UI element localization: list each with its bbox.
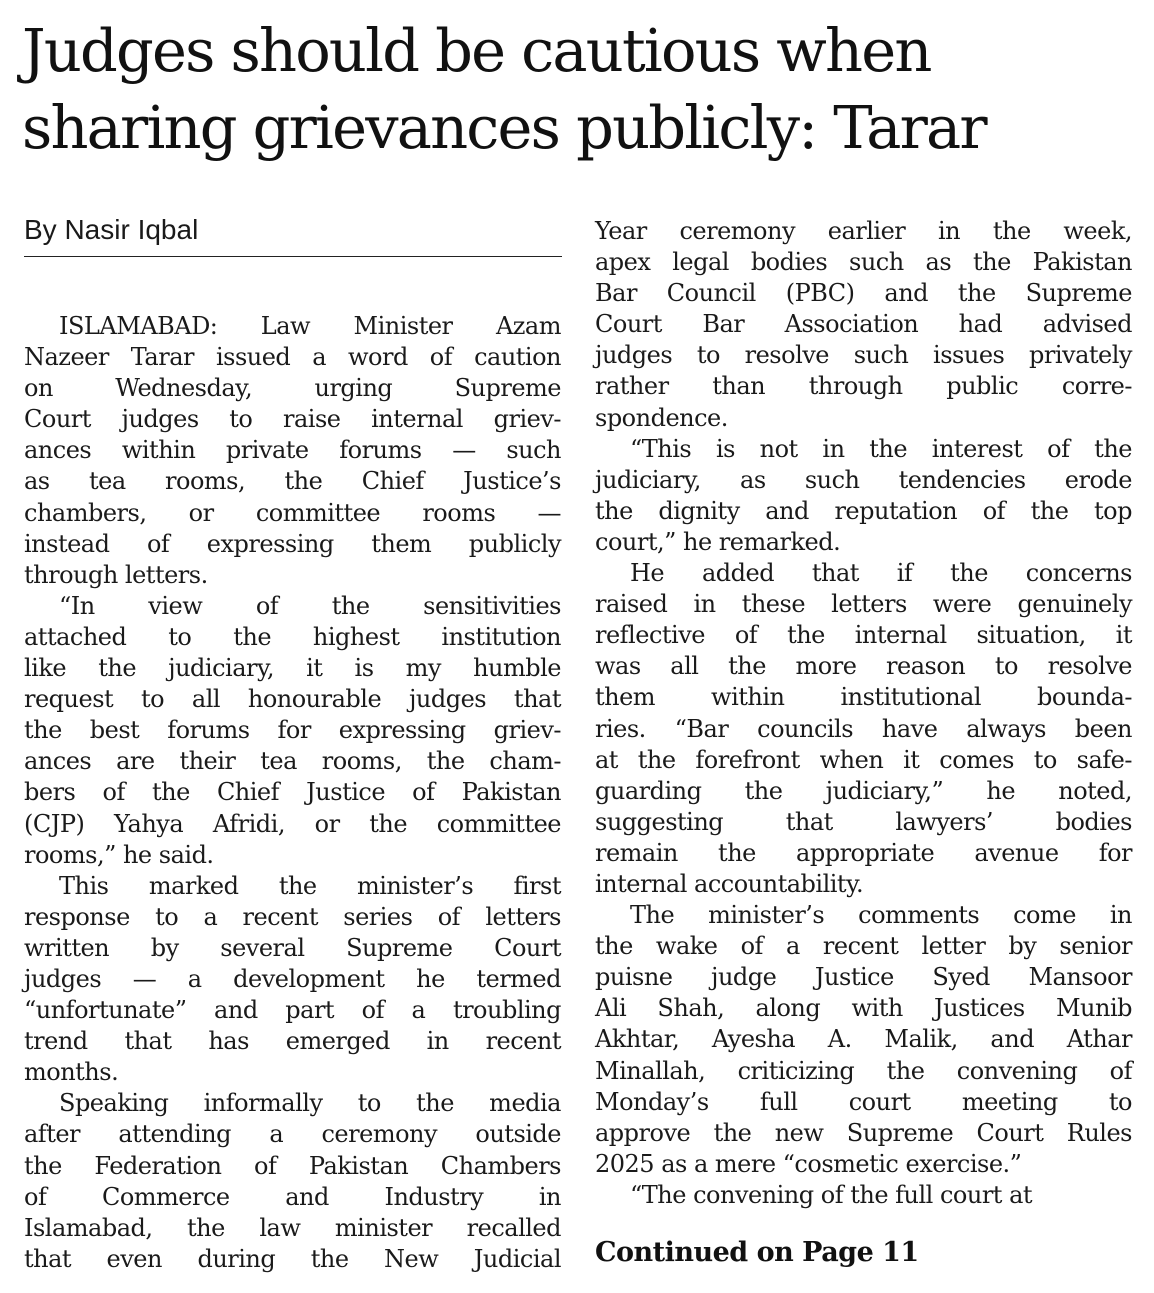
text-line: Year ceremony earlier in the week, [595,217,1132,245]
text-line: the best forums for expressing griev- [24,716,561,745]
text-line: ances are their tea rooms, the cham- [24,747,561,776]
text-line: Islamabad, the law minister recalled [24,1213,561,1242]
text-line: Minallah, criticizing the convening of [595,1056,1132,1085]
text-line: as tea rooms, the Chief Justice’s [24,467,561,496]
text-line: of Commerce and Industry in [24,1182,561,1211]
text-line: suggesting that lawyers’ bodies [595,807,1132,836]
text-line: the Federation of Pakistan Chambers [24,1151,561,1180]
text-line: the dignity and reputation of the top [595,496,1132,525]
text-line: rooms,” he said. [24,840,214,869]
text-line: ances within private forums — such [24,436,561,465]
text-line: on Wednesday, urging Supreme [24,374,561,403]
text-line: Court Bar Association had advised [595,310,1132,339]
text-line: puisne judge Justice Syed Mansoor [595,963,1132,992]
text-line: months. [24,1058,119,1087]
text-line: “The convening of the full court at [630,1180,1033,1209]
text-line: instead of expressing them publicly [24,529,561,558]
text-line: court,” he remarked. [595,527,841,556]
text-line: written by several Supreme Court [24,933,561,962]
text-line: judges to resolve such issues privately [595,341,1132,370]
text-line: trend that has emerged in recent [24,1027,561,1056]
text-line: “In view of the sensitivities [59,591,561,620]
text-line: spondence. [595,403,728,432]
text-line: chambers, or committee rooms — [24,498,561,527]
text-line: response to a recent series of letters [24,902,561,931]
text-line: reflective of the internal situation, it [595,621,1132,650]
text-line: The minister’s comments come in [630,901,1132,930]
text-line: 2025 as a mere “cosmetic exercise.” [595,1149,1022,1178]
text-line: rather than through public corre- [595,372,1132,401]
text-line: after attending a ceremony outside [24,1120,561,1149]
text-line: (CJP) Yahya Afridi, or the committee [24,809,561,838]
text-line: judges — a development he termed [24,964,561,993]
text-line: apex legal bodies such as the Pakistan [595,248,1132,277]
text-line: “This is not in the interest of the [630,434,1132,463]
text-line: like the judiciary, it is my humble [24,654,561,683]
headline [22,12,1142,166]
text-line: guarding the judiciary,” he noted, [595,776,1132,805]
text-line: judiciary, as such tendencies erode [595,465,1132,494]
text-line: request to all honourable judges that [24,685,561,714]
text-line: He added that if the concerns [630,559,1132,588]
text-line: Ali Shah, along with Justices Munib [595,994,1132,1023]
headline-line-2: sharing grievances publicly: Tarar [22,93,986,162]
text-line: attached to the highest institution [24,622,561,651]
text-line: Court judges to raise internal griev- [24,405,561,434]
byline-divider [24,256,562,257]
continued-notice: Continued on Page 11 [595,1237,919,1268]
text-line: bers of the Chief Justice of Pakistan [24,778,561,807]
text-line: Speaking informally to the media [59,1089,561,1118]
text-line: Bar Council (PBC) and the Supreme [595,279,1132,308]
text-line: Akhtar, Ayesha A. Malik, and Athar [595,1025,1132,1054]
text-line: Monday’s full court meeting to [595,1087,1132,1116]
text-line: approve the new Supreme Court Rules [595,1118,1132,1147]
text-line: ISLAMABAD: Law Minister Azam [59,312,561,340]
text-line: internal accountability. [595,869,864,898]
text-line: remain the appropriate avenue for [595,838,1132,867]
text-line: them within institutional bounda- [595,683,1132,712]
text-line: ries. “Bar councils have always been [595,714,1132,743]
headline-line-1: Judges should be cautious when [22,16,931,85]
text-line: at the forefront when it comes to safe- [595,745,1132,774]
article-column-left [24,311,561,1275]
text-line: raised in these letters were genuinely [595,590,1132,619]
text-line: This marked the minister’s first [59,871,561,900]
text-line: through letters. [24,560,208,589]
text-line: “unfortunate” and part of a troubling [24,996,561,1025]
byline: By Nasir Iqbal [24,214,199,245]
text-line: that even during the New Judicial [24,1244,561,1273]
text-line: Nazeer Tarar issued a word of caution [24,343,561,372]
article-column-right [595,216,1132,1211]
text-line: was all the more reason to resolve [595,652,1132,681]
text-line: the wake of a recent letter by senior [595,932,1132,961]
